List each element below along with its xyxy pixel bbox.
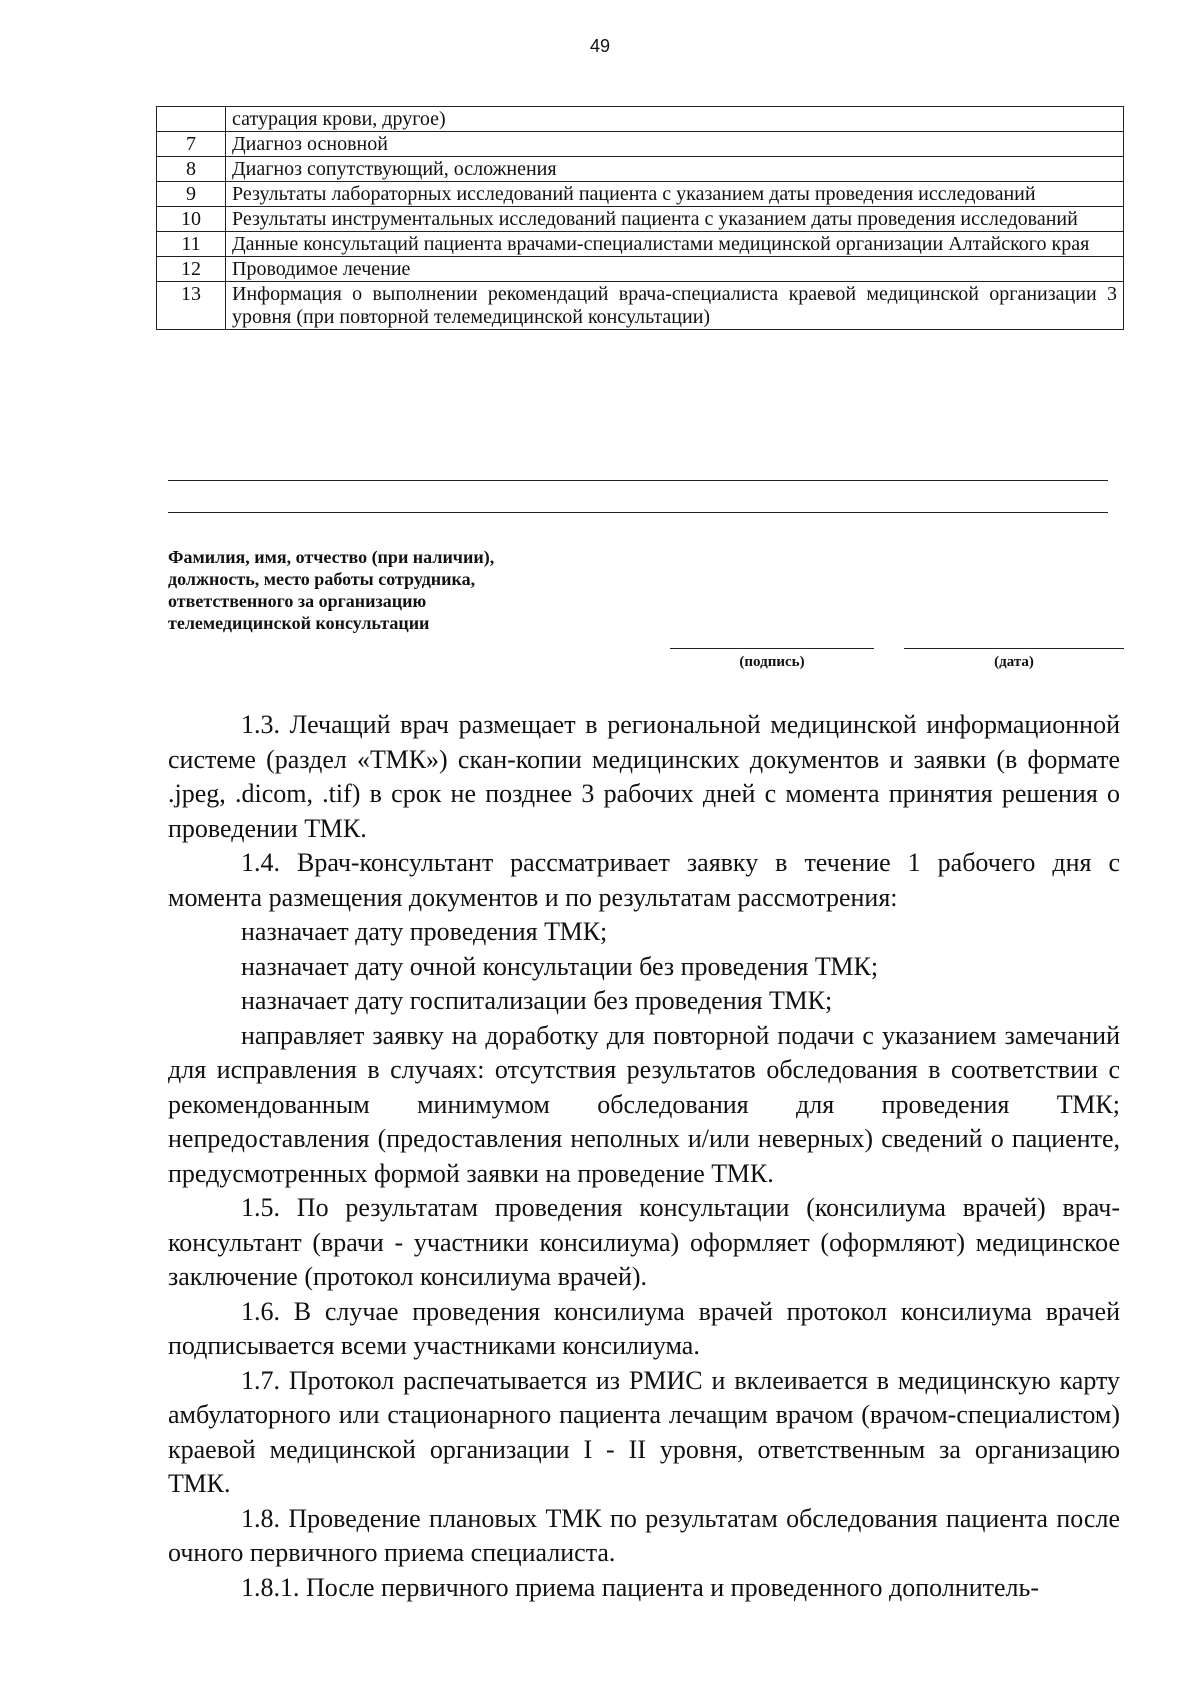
paragraph: 1.3. Лечащий врач размещает в региональной медицинской информационной системе (раздел «ТМК») скан-копии медицинских документов и заявки (в формате .jpeg, .dicom, .tif) в срок не позднее 3 рабочих дней с момента принятия решения о проведении ТМК. bbox=[168, 710, 1120, 843]
table-row bbox=[157, 157, 1124, 182]
list-item: назначает дату очной консультации без проведения ТМК; bbox=[241, 951, 879, 981]
row-text: Информация о выполнении рекомендаций врача-специалиста краевой медицинской организации 3 уровня (при повторной телемедицинской консультации) bbox=[226, 282, 1124, 330]
responsible-person-caption bbox=[168, 546, 608, 634]
responsible-line: Фамилия, имя, отчество (при наличии), bbox=[168, 547, 495, 567]
row-number: 10 bbox=[157, 207, 226, 232]
signature-line bbox=[670, 648, 874, 649]
responsible-line: ответственного за организацию bbox=[168, 591, 427, 611]
blank-line-2 bbox=[168, 512, 1108, 513]
paragraph: 1.5. По результатам проведения консультации (консилиума врачей) врач-консультант (врачи - участники консилиума) оформляет (оформляют) медицинское заключение (протокол консилиума врачей). bbox=[168, 1193, 1120, 1291]
table-row bbox=[157, 207, 1124, 232]
paragraph: 1.8. Проведение плановых ТМК по результатам обследования пациента после очного первичного приема специалиста. bbox=[168, 1503, 1120, 1567]
row-text: сатурация крови, другое) bbox=[226, 107, 1124, 132]
row-number: 8 bbox=[157, 157, 226, 182]
paragraph: 1.4. Врач-консультант рассматривает заявку в течение 1 рабочего дня с момента размещения документов и по результатам рассмотрения: bbox=[168, 848, 1120, 912]
paragraph: 1.7. Протокол распечатывается из РМИС и вклеивается в медицинскую карту амбулаторного или стационарного пациента лечащим врачом (врачом-специалистом) краевой медицинской организации I - II уровня, ответственным за организацию ТМК. bbox=[168, 1365, 1120, 1498]
row-text: Данные консультаций пациента врачами-специалистами медицинской организации Алтайского края bbox=[226, 232, 1124, 257]
table-row bbox=[157, 107, 1124, 132]
row-text: Результаты лабораторных исследований пациента с указанием даты проведения исследований bbox=[226, 182, 1124, 207]
list-item: назначает дату госпитализации без проведения ТМК; bbox=[241, 986, 833, 1015]
signature-caption: (подпись) bbox=[739, 654, 805, 670]
row-number: 9 bbox=[157, 182, 226, 207]
row-text: Результаты инструментальных исследований пациента с указанием даты проведения исследований bbox=[226, 207, 1124, 232]
row-number: 7 bbox=[157, 132, 226, 157]
responsible-line: должность, место работы сотрудника, bbox=[168, 569, 476, 589]
table-row bbox=[157, 132, 1124, 157]
items-table bbox=[156, 106, 1124, 330]
table-row bbox=[157, 257, 1124, 282]
date-caption: (дата) bbox=[994, 654, 1034, 670]
row-number bbox=[157, 107, 226, 132]
list-item: направляет заявку на доработку для повторной подачи с указанием замечаний для исправления в случаях: отсутствия результатов обследования в соответствии с рекомендованным минимумом обследования для проведения ТМК; непредоставления (предоставления неполных и/или неверных) сведений о пациенте, предусмотренных формой заявки на проведение ТМК. bbox=[168, 1020, 1120, 1188]
table-row bbox=[157, 182, 1124, 207]
paragraph: 1.6. В случае проведения консилиума врачей протокол консилиума врачей подписывается всеми участниками консилиума. bbox=[168, 1296, 1120, 1360]
date-line bbox=[904, 648, 1124, 649]
responsible-line: телемедицинской консультации bbox=[168, 613, 430, 633]
page-number: 49 bbox=[589, 36, 611, 56]
row-text: Диагноз основной bbox=[226, 132, 1124, 157]
row-text: Диагноз сопутствующий, осложнения bbox=[226, 157, 1124, 182]
blank-line-1 bbox=[168, 480, 1108, 481]
row-number: 13 bbox=[157, 282, 226, 330]
table-row bbox=[157, 232, 1124, 257]
row-number: 11 bbox=[157, 232, 226, 257]
table-row bbox=[157, 282, 1124, 330]
document-body bbox=[168, 708, 1120, 1605]
paragraph: 1.8.1. После первичного приема пациента и проведенного дополнитель- bbox=[241, 1572, 1040, 1602]
row-number: 12 bbox=[157, 257, 226, 282]
row-text: Проводимое лечение bbox=[226, 257, 1124, 282]
list-item: назначает дату проведения ТМК; bbox=[241, 917, 608, 946]
